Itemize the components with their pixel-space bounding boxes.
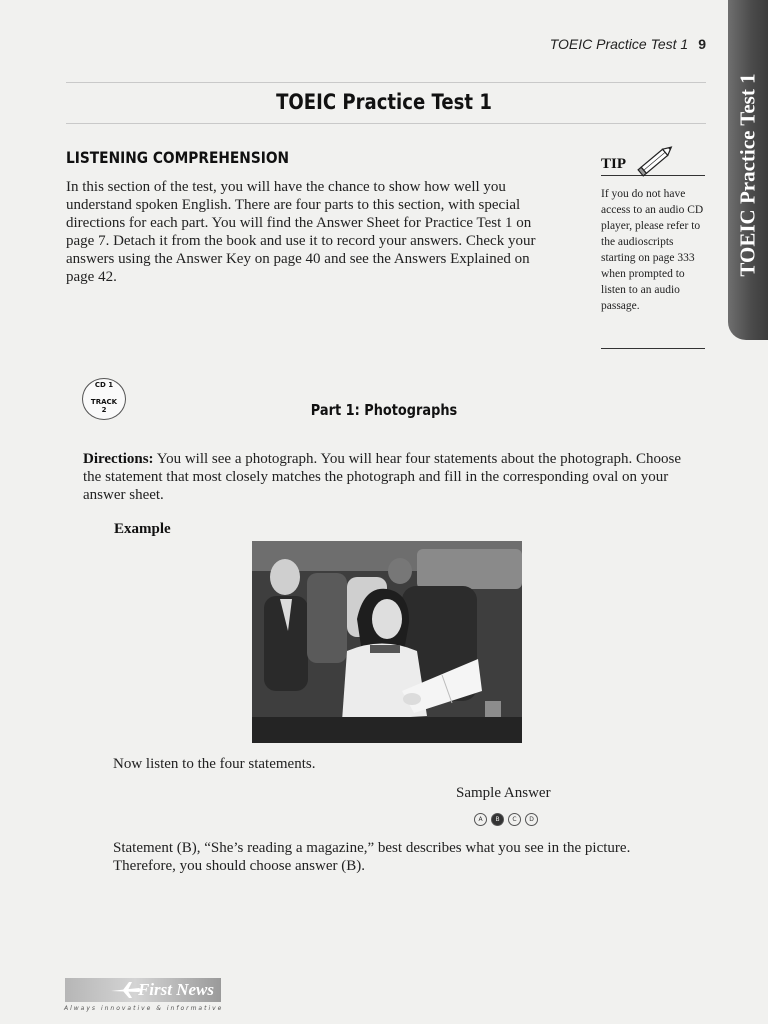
directions-label: Directions: <box>83 451 154 467</box>
running-title: TOEIC Practice Test 1 <box>549 36 689 52</box>
cd-label: CD 1 <box>94 381 114 389</box>
title-top-rule <box>66 82 706 83</box>
publisher-tagline: Always innovative & informative <box>64 1005 224 1012</box>
tip-bottom-rule <box>601 348 705 349</box>
directions-paragraph <box>83 450 695 504</box>
page-number: 9 <box>698 36 706 52</box>
explanation-line-2: Therefore, you should choose answer (B). <box>113 858 366 874</box>
page-title: TOEIC Practice Test 1 <box>276 90 492 114</box>
sample-answer-label: Sample Answer <box>456 785 551 801</box>
side-tab-label: TOEIC Practice Test 1 <box>735 73 760 277</box>
title-bottom-rule <box>66 123 706 124</box>
pencil-icon <box>634 140 678 180</box>
directions-text: You will see a photograph. You will hear four statements about the photograph. Choose the statement that most closely matches the photograph and fill in the corresponding oval on your answer sheet. <box>83 451 681 503</box>
example-label: Example <box>114 521 171 537</box>
track-word: TRACK <box>90 398 118 406</box>
section-heading: LISTENING COMPREHENSION <box>66 148 290 167</box>
tip-text: If you do not have access to an audio CD player, please refer to the audioscripts starting on page 333 when prompted to listen to an audio passage. <box>601 188 704 312</box>
example-photograph <box>252 541 522 743</box>
tip-label: TIP <box>601 156 627 172</box>
answer-oval-d: D <box>525 813 538 826</box>
answer-oval-a: A <box>474 813 487 826</box>
now-listen-text: Now listen to the four statements. <box>113 756 316 772</box>
publisher-name: First News <box>137 980 214 999</box>
explanation-line-1: Statement (B), “She’s reading a magazine,” best describes what you see in the picture. <box>113 840 631 856</box>
part-title: Part 1: Photographs <box>310 401 458 419</box>
intro-paragraph: In this section of the test, you will have the chance to show how well you understand spoken English. There are four parts to this section, with special directions for each part. You will find the Answer Sheet for Practice Test 1 on page 7. Detach it from the book and use it to record your answers. Check your answers using the Answer Key on page 40 and see the Answers Explained on page 42. <box>66 179 536 285</box>
track-number: 2 <box>101 406 107 414</box>
answer-ovals <box>474 813 538 826</box>
running-head <box>550 36 706 52</box>
answer-oval-c: C <box>508 813 521 826</box>
publisher-logo <box>65 978 221 1002</box>
answer-oval-b: B <box>491 813 504 826</box>
explanation <box>113 839 673 875</box>
side-tab <box>728 0 768 340</box>
